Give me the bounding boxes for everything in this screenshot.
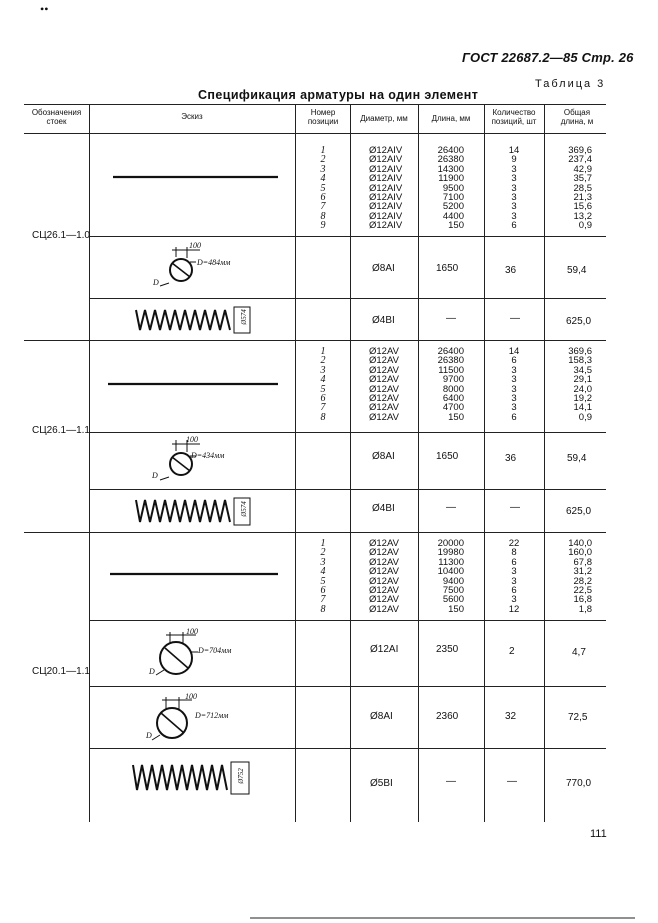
spiral-total-2: 625,0 [566, 506, 592, 517]
spiral-bar-1: Ø4BI [372, 315, 395, 326]
ring-total-2: 59,4 [567, 453, 587, 464]
ring-bar-3b: Ø8AI [370, 711, 393, 722]
ring-total-3a: 4,7 [572, 647, 586, 658]
header-position: Номер позиции [307, 108, 339, 126]
lengths-group-1: 26400 26380 14300 11900 9500 7100 5200 4400 150 [437, 145, 464, 232]
positions-group-3: 1 2 3 4 5 6 7 8 [320, 538, 326, 615]
totals-group-1: 369,6 237,4 42,9 35,7 28,5 21,3 15,6 13,2 0,9 [568, 145, 592, 232]
header-sketch: Эскиз [181, 112, 203, 121]
corner-mark: •• [40, 2, 49, 16]
ring-length-1: 1650 [436, 263, 459, 274]
spiral-dim-3: Ø752 [236, 768, 245, 784]
header-length: Длина, мм [431, 114, 471, 123]
ring-bar-2: Ø8AI [372, 451, 395, 462]
ring-step-1: 100 [189, 241, 201, 250]
spiral-length-2: — [446, 502, 456, 513]
ring-d-3a: D [149, 667, 155, 676]
totals-group-2: 369,6 158,3 34,5 29,1 24,0 19,2 14,1 0,9 [568, 346, 592, 423]
lengths-group-3: 20000 19980 11300 10400 9400 7500 5600 150 [437, 538, 464, 615]
header-total: Общая длина, м [560, 108, 594, 126]
ring-step-3b: 100 [185, 692, 197, 701]
ring-diameter-3a: D=704мм [198, 646, 232, 655]
ring-length-2: 1650 [436, 451, 459, 462]
table-number: Таблица 3 [535, 78, 606, 90]
ring-step-2: 100 [186, 435, 198, 444]
ring-total-3b: 72,5 [568, 712, 588, 723]
ring-qty-3a: 2 [509, 646, 515, 657]
diameters-group-3: Ø12AV Ø12AV Ø12AV Ø12AV Ø12AV Ø12AV Ø12AV Ø12AV [369, 538, 399, 615]
table-title: Спецификация арматуры на один элемент [198, 88, 479, 102]
diameters-group-1: Ø12AIV Ø12AIV Ø12AIV Ø12AIV Ø12AIV Ø12AIV Ø12AIV Ø12AIV Ø12AIV [369, 145, 403, 232]
designation-group-3: СЦ20.1—1.1 [32, 666, 90, 677]
ring-length-3b: 2360 [436, 711, 459, 722]
spiral-bar-3: Ø5BI [370, 778, 393, 789]
designation-group-1: СЦ26.1—1.0 [32, 230, 90, 241]
spiral-total-3: 770,0 [566, 778, 592, 789]
ring-d-3b: D [146, 731, 152, 740]
ring-total-1: 59,4 [567, 265, 587, 276]
ring-d-2: D [152, 471, 158, 480]
quantities-group-3: 22 8 6 3 3 6 3 12 [508, 538, 520, 615]
quantities-group-2: 14 6 3 3 3 3 3 6 [508, 346, 520, 423]
spiral-length-1: — [446, 313, 456, 324]
lengths-group-2: 26400 26380 11500 9700 8000 6400 4700 150 [437, 346, 464, 423]
ring-d-1: D [153, 278, 159, 287]
ring-diameter-1: D=484мм [197, 258, 231, 267]
ring-step-3a: 100 [186, 627, 198, 636]
spiral-qty-2: — [510, 502, 520, 513]
ring-qty-3b: 32 [505, 711, 517, 722]
spiral-qty-1: — [510, 313, 520, 324]
ring-qty-2: 36 [505, 453, 517, 464]
gost-header: ГОСТ 22687.2—85 Стр. 26 [462, 50, 634, 65]
ring-bar-1: Ø8AI [372, 263, 395, 274]
diameters-group-2: Ø12AV Ø12AV Ø12AV Ø12AV Ø12AV Ø12AV Ø12AV Ø12AV [369, 346, 399, 423]
ring-diameter-2: D=434мм [191, 451, 225, 460]
header-quantity: Количество позиций, шт [491, 108, 537, 126]
designation-group-2: СЦ26.1—1.1 [32, 425, 90, 436]
positions-group-2: 1 2 3 4 5 6 7 8 [320, 346, 326, 423]
totals-group-3: 140,0 160,0 67,8 31,2 28,2 22,5 16,8 1,8 [568, 538, 592, 615]
ring-diameter-3b: D=712мм [195, 711, 229, 720]
spiral-dim-1: Ø574 [239, 309, 248, 325]
page-number: 111 [590, 828, 607, 840]
spiral-length-3: — [446, 776, 456, 787]
positions-group-1: 1 2 3 4 5 6 7 8 9 [320, 145, 326, 232]
ring-qty-1: 36 [505, 265, 517, 276]
quantities-group-1: 14 9 3 3 3 3 3 3 6 [508, 145, 520, 232]
header-designation: Обозначения стоек [31, 108, 82, 126]
ring-length-3a: 2350 [436, 644, 459, 655]
spiral-total-1: 625,0 [566, 316, 592, 327]
header-diameter: Диаметр, мм [360, 114, 408, 123]
spiral-qty-3: — [507, 776, 517, 787]
spiral-dim-2: Ø574 [239, 501, 248, 517]
ring-bar-3a: Ø12AI [370, 644, 399, 655]
spiral-bar-2: Ø4BI [372, 503, 395, 514]
